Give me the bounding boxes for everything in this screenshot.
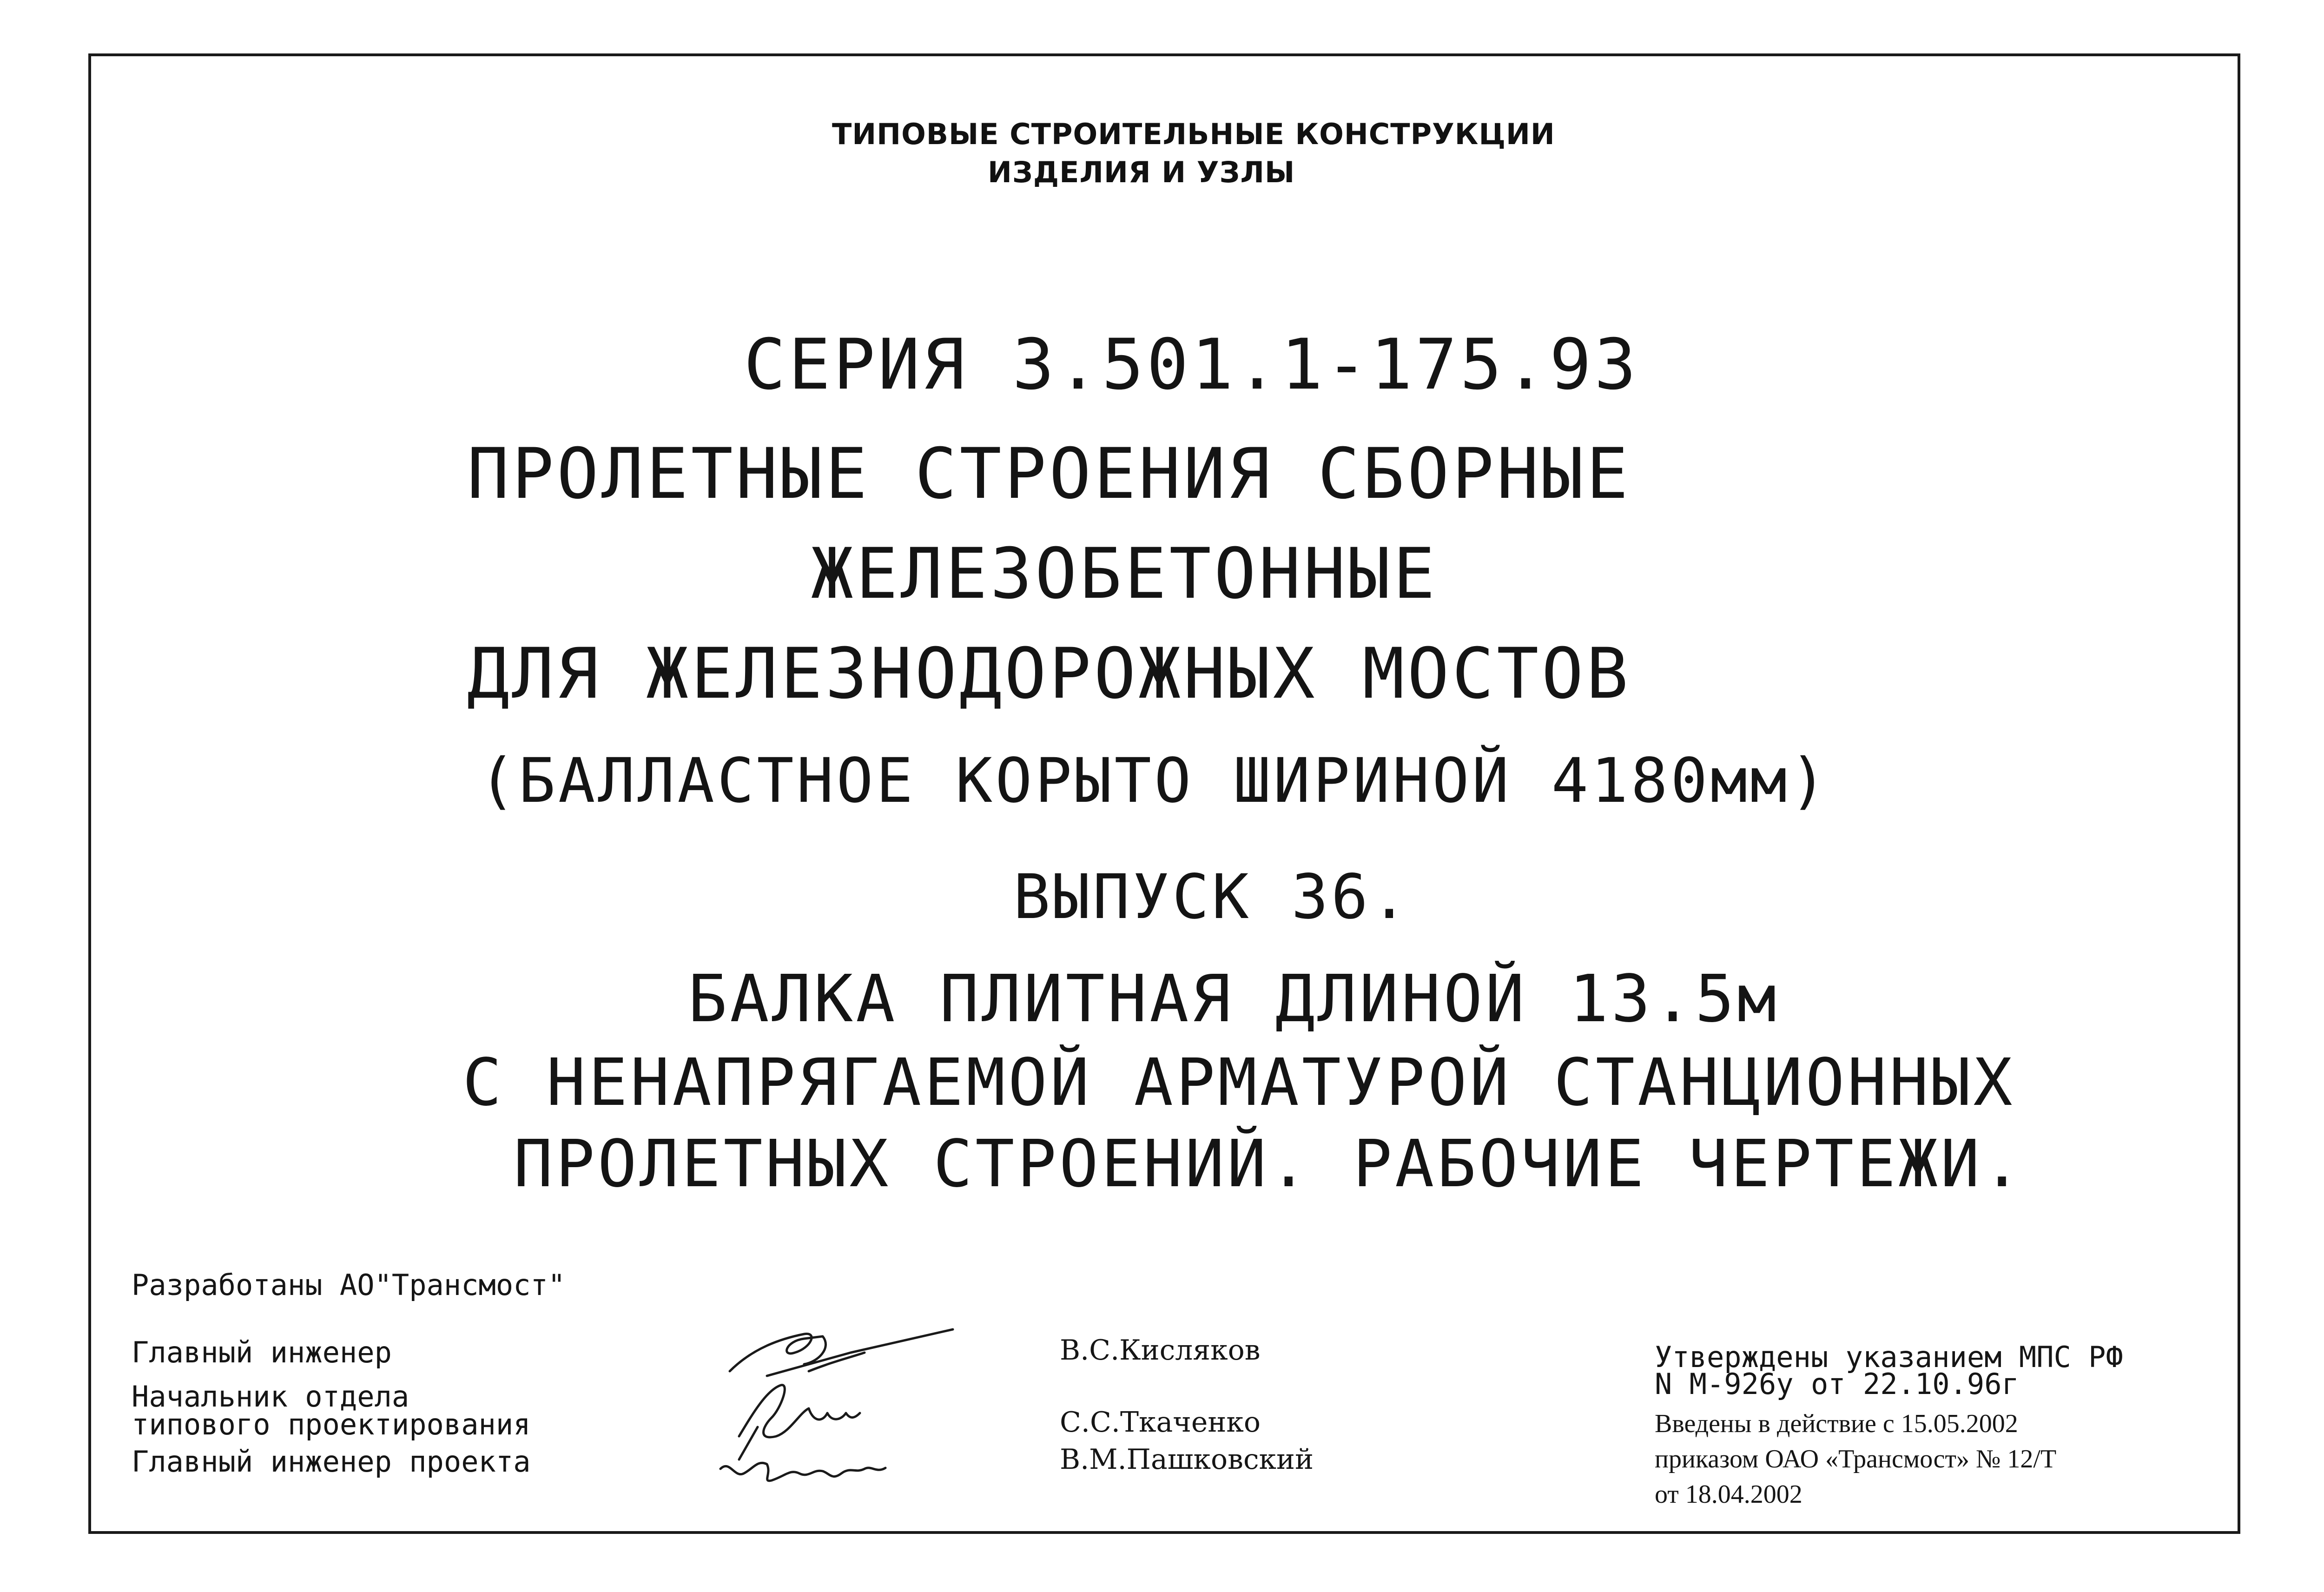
name-chief-engineer: В.С.Кисляков [1060, 1334, 1261, 1367]
title-line-1: ПРОЛЕТНЫЕ СТРОЕНИЯ СБОРНЫЕ [467, 434, 1631, 515]
title-line-2: ЖЕЛЕЗОБЕТОННЫЕ [811, 534, 1438, 614]
header-line-1: ТИПОВЫЕ СТРОИТЕЛЬНЫЕ КОНСТРУКЦИИ [832, 117, 1555, 151]
approval-line-2: N М-926у от 22.10.96г [1655, 1367, 2019, 1401]
signatures [711, 1320, 971, 1497]
series-title: СЕРИЯ 3.501.1-175.93 [744, 324, 1639, 405]
description-line-2: С НЕНАПРЯГАЕМОЙ АРМАТУРОЙ СТАНЦИОННЫХ [462, 1045, 2015, 1121]
developer-note: Разработаны АО"Трансмост" [132, 1268, 566, 1302]
name-chief-project-engineer: В.М.Пашковский [1060, 1443, 1314, 1476]
signature-3 [720, 1463, 885, 1481]
role-chief-project-engineer: Главный инженер проекта [132, 1445, 531, 1479]
role-department-head: Начальник отдела [132, 1380, 409, 1414]
enactment-line-3: от 18.04.2002 [1655, 1480, 1802, 1509]
role-chief-engineer: Главный инженер [132, 1335, 392, 1369]
title-line-3: ДЛЯ ЖЕЛЕЗНОДОРОЖНЫХ МОСТОВ [467, 634, 1631, 714]
name-department-head: С.С.Ткаченко [1060, 1406, 1261, 1439]
role-department-head-cont: типового проектирования [132, 1407, 531, 1441]
enactment-line-1: Введены в действие с 15.05.2002 [1655, 1409, 2018, 1438]
issue-number: ВЫПУСК 36. [1013, 861, 1411, 933]
description-line-1: БАЛКА ПЛИТНАЯ ДЛИНОЙ 13.5м [688, 961, 1779, 1037]
signature-2 [739, 1385, 860, 1460]
title-line-4: (БАЛЛАСТНОЕ КОРЫТО ШИРИНОЙ 4180мм) [479, 745, 1830, 817]
header-line-2: ИЗДЕЛИЯ И УЗЛЫ [988, 155, 1295, 189]
description-line-3: ПРОЛЕТНЫХ СТРОЕНИЙ. РАБОЧИЕ ЧЕРТЕЖИ. [514, 1126, 2025, 1202]
enactment-line-2: приказом ОАО «Трансмост» № 12/Т [1655, 1445, 2057, 1473]
signature-1 [730, 1329, 953, 1376]
approval-line-1: Утверждены указанием МПС РФ [1655, 1340, 2123, 1374]
